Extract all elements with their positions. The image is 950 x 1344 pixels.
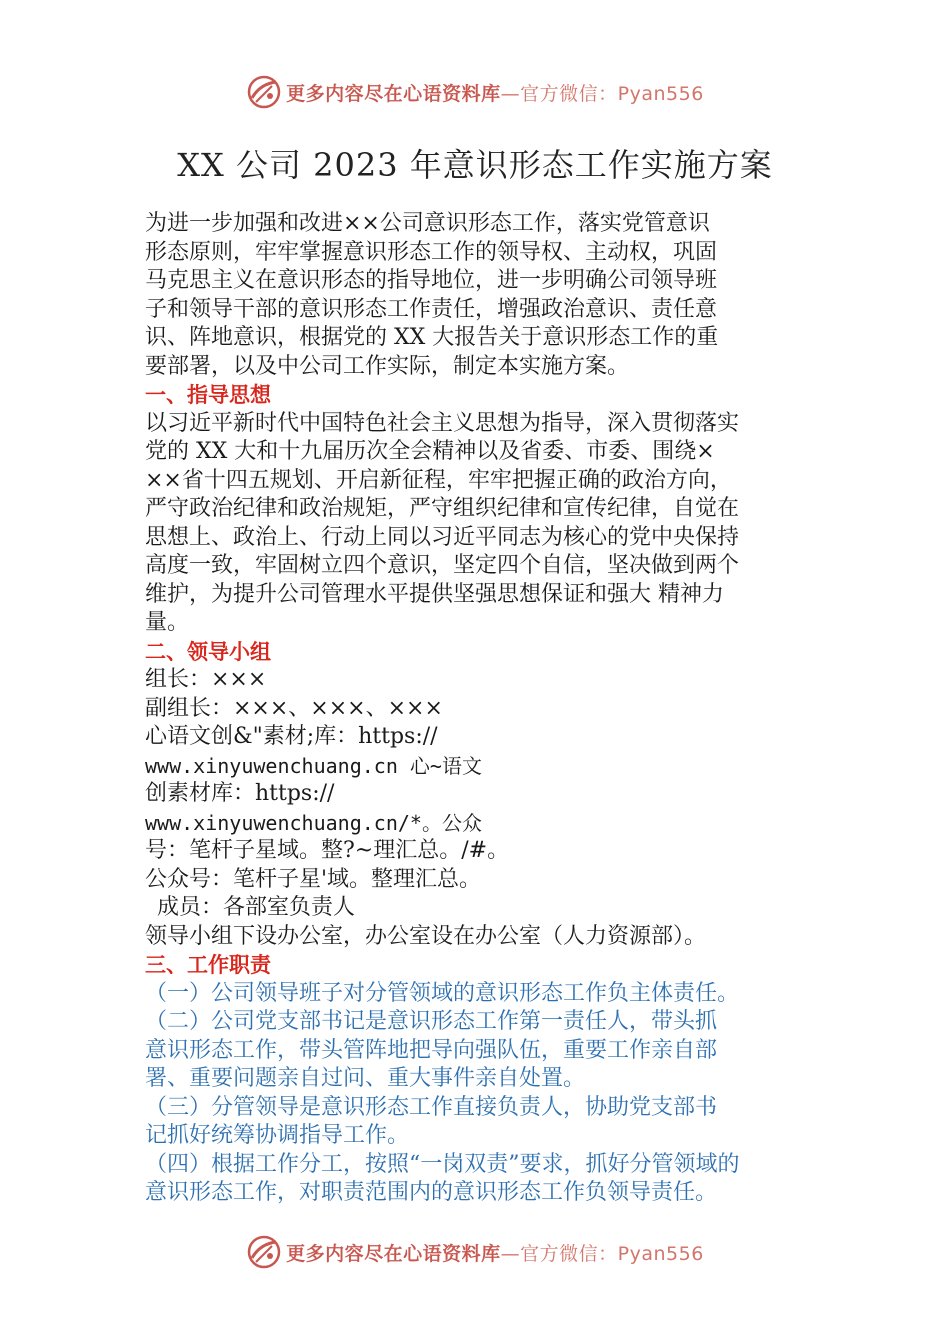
- section1-line: 量。: [145, 610, 190, 635]
- section3-line: （二）公司党支部书记是意识形态工作第一责任人，带头抓: [145, 1009, 718, 1034]
- section3-line: （三）分管领导是意识形态工作直接负责人，协助党支部书: [145, 1094, 718, 1120]
- header-banner: [0, 70, 950, 114]
- section2-line: www.xinyuwenchuang.cn 心~语文: [145, 753, 482, 778]
- section2-line: 组长：×××: [145, 667, 267, 692]
- section1-line: ××省十四五规划、开启新征程，牢牢把握正确的政治方向，: [145, 467, 732, 493]
- intro-line: 为进一步加强和改进××公司意识形态工作，落实党管意识: [145, 211, 710, 236]
- document-body: [145, 210, 835, 1208]
- document-title: XX 公司 2023 年意识形态工作实施方案: [177, 146, 773, 184]
- intro-line: 识、阵地意识，根据党的 XX 大报告关于意识形态工作的重: [145, 325, 719, 350]
- banner-wechat-text: —官方微信：Pyan556: [500, 1242, 704, 1265]
- section2-line: 号：笔杆子星域。整?~理汇总。/#。: [145, 838, 510, 863]
- intro-line: 子和领导干部的意识形态工作责任，增强政治意识、责任意: [145, 296, 718, 322]
- section2-line: 副组长：×××、×××、×××: [145, 695, 443, 721]
- section1-line: 以习近平新时代中国特色社会主义思想为指导，深入贯彻落实: [145, 410, 740, 436]
- section2-line: 心语文创&"素材;库：https://: [145, 724, 438, 749]
- section3-line: 意识形态工作，带头管阵地把导向强队伍，重要工作亲自部: [145, 1037, 718, 1063]
- section2-line: 成员：各部室负责人: [157, 895, 356, 920]
- section1-line: 高度一致，牢固树立四个意识，坚定四个自信，坚决做到两个: [145, 553, 740, 578]
- intro-line: 形态原则，牢牢掌握意识形态工作的领导权、主动权，巩固: [145, 239, 718, 265]
- section2-line: 领导小组下设办公室，办公室设在办公室（人力资源部）。: [145, 923, 707, 949]
- section3-line: （一）公司领导班子对分管领域的意识形态工作负主体责任。: [145, 980, 740, 1006]
- section1-line: 严守政治纪律和政治规矩，严守组织纪律和宣传纪律，自觉在: [145, 496, 740, 521]
- section3-line: 意识形态工作，对职责范围内的意识形态工作负领导责任。: [145, 1180, 718, 1205]
- section1-line: 维护，为提升公司管理水平提供坚强思想保证和强大 精神力: [145, 581, 724, 607]
- section3-line: 记抓好统筹协调指导工作。: [145, 1123, 410, 1148]
- section1-line: 党的 XX 大和十九届历次全会精神以及省委、市委、围绕×: [145, 439, 715, 464]
- section-heading-duties: 三、工作职责: [145, 953, 271, 977]
- xinyu-logo-icon: [246, 1234, 282, 1270]
- section2-line: 公众号：笔杆子星'域。整理汇总。: [145, 866, 482, 892]
- section-heading-guiding-thought: 一、指导思想: [145, 383, 271, 407]
- section3-line: 署、重要问题亲自过问、重大事件亲自处置。: [145, 1066, 586, 1091]
- intro-line: 马克思主义在意识形态的指导地位，进一步明确公司领导班: [145, 268, 718, 293]
- xinyu-logo-icon: [246, 74, 282, 110]
- section1-line: 思想上、政治上、行动上同以习近平同志为核心的党中央保持: [145, 524, 740, 550]
- intro-line: 要部署，以及中公司工作实际，制定本实施方案。: [145, 353, 630, 379]
- banner-wechat-text: —官方微信：Pyan556: [500, 82, 704, 105]
- banner-lead-text: 更多内容尽在心语资料库: [286, 82, 501, 105]
- section2-line: 创素材库：https://: [145, 781, 335, 806]
- banner-lead-text: 更多内容尽在心语资料库: [286, 1242, 501, 1265]
- section3-line: （四）根据工作分工，按照“一岗双责”要求，抓好分管领域的: [145, 1151, 740, 1177]
- section2-line: www.xinyuwenchuang.cn/*。公众: [145, 810, 482, 835]
- section-heading-leading-group: 二、领导小组: [145, 639, 271, 664]
- footer-banner: [0, 1230, 950, 1274]
